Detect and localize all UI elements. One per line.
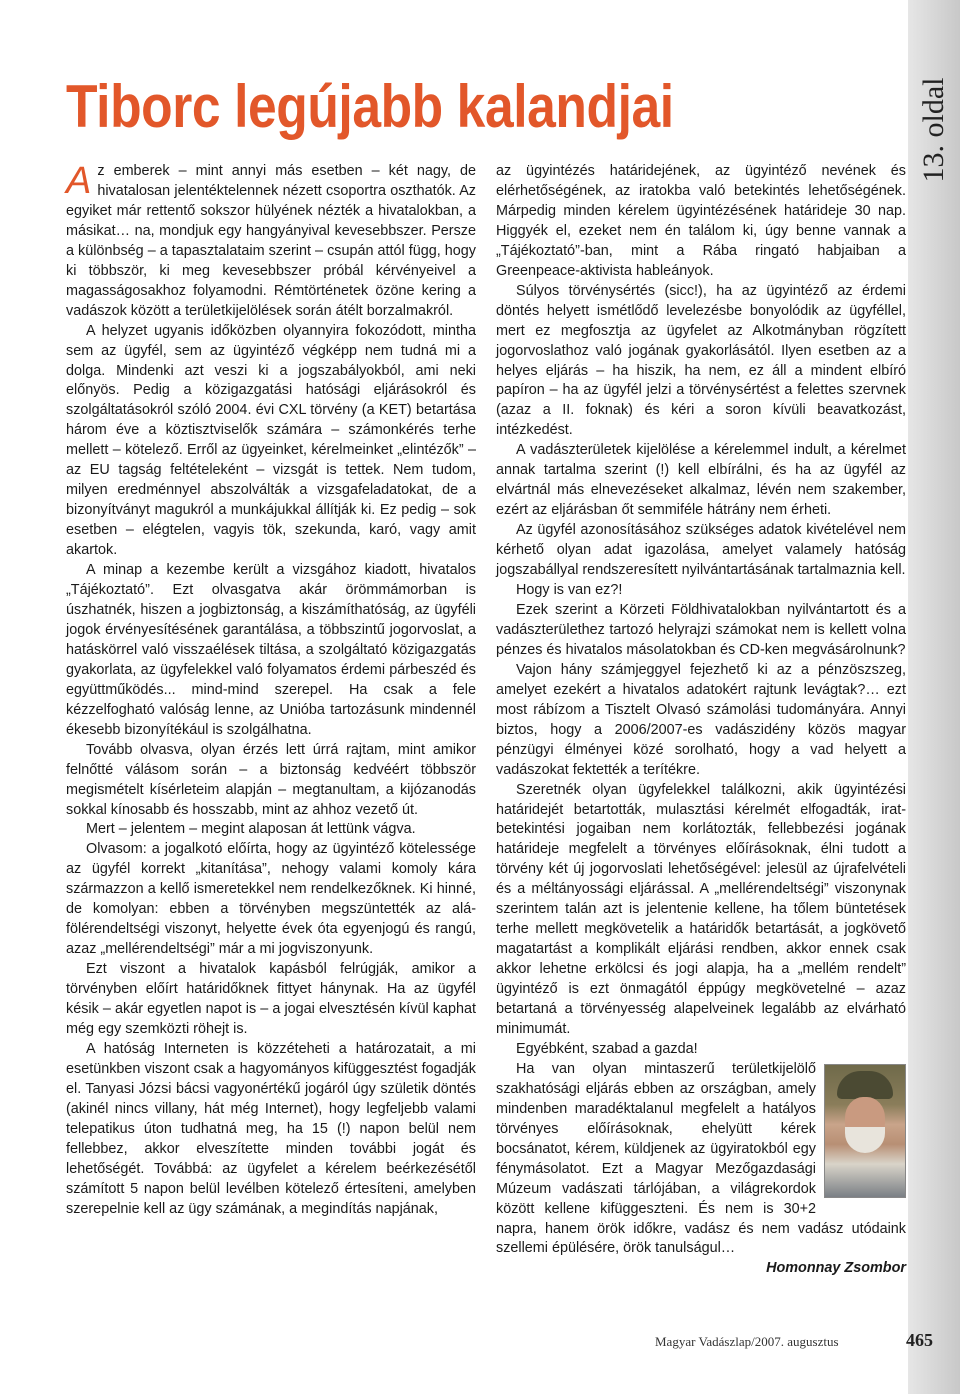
left-column	[66, 162, 476, 1220]
paragraph: Ezt viszont a hivatalok kapásból felrúgják, amikor a törvényben előírt határidőknek fittyet hánynak. Ha az ügyfél késik – akár egyetlen napot is – a jogai elvesztésén kívül kaphat még egy szemközti röhejt is.	[66, 961, 476, 1037]
paragraph: Mert – jelentem – megint alaposan át lettünk vágva.	[86, 821, 416, 838]
page-number: 465	[906, 1330, 933, 1350]
side-strip	[908, 0, 960, 1394]
paragraph: Tovább olvasva, olyan érzés lett úrrá rajtam, mint amikor felnőtté válásom során – a biztonság kedvéért többször megismételt kísérleteim alapján – megtanultam, a kijózanodás sokkal kínosabb és hosszabb, mint az ahhoz vezető út.	[66, 741, 476, 818]
paragraph: Ha van olyan mintaszerű területkijelölő szakhatósági eljárás ebben az országban, amely mindenben maradéktalanul megfelelt a hatályos törvényes előírásoknak, ehelyütt kérek bocsánatot, kérem, küldjenek az ügyiratokból egy fénymásolatot. Ezt a Magyar Mezőgazdasági Múzeum vadászati tárlójában, a világrekordok között kellene kifüggeszteni. És nem is 30+2 napra, hanem örök időkre, vadász és nem vadász utódaink szellemi épülésére, örök tanulságul…	[496, 1060, 906, 1257]
paragraph: Az emberek – mint annyi más esetben – két nagy, de hivatalosan jelentéktelennek nézett csoportra oszthatók. Az egyiket már rettentő sokszor hülyének nézték a hivatalokban, a másikat… na, mondjuk egy hangyányival kevesebbszer. Persze a különbség – a tapasztalataim szerint – csupán attól függ, hogy ki többször, ki meg kevesebbszer próbál kérvényeivel a magasságosakhoz folyamodni. Rémtörténetek özöne kering a vadászok között a területkijelölések során átélt borzalmakról.	[66, 160, 476, 319]
paragraph: Egyébként, szabad a gazda!	[516, 1040, 698, 1057]
paragraph: Ezek szerint a Körzeti Földhivatalokban nyilvántartott és a vadászterülethez tartozó helyrajzi számokat nem is kellett volna pénzes és hivatalos másolatokban és CD-ken megvásárolnunk?	[496, 601, 906, 658]
footer-magazine: Magyar Vadászlap/2007. augusztus	[655, 1334, 839, 1349]
paragraph: Szeretnék olyan ügyfelekkel találkozni, akik ügyintézési határidejét betartották, mulasztási kérelmét elfogadták, irat-betekintési jogaiban nem korlátozták, fellebbezési jogának határideje megfelelt a törvényes előírásoknak, élni tudott a törvény két új jogorvoslati lehetőségével: jelesül az újrafelvételi és a méltányossági eljárással. A „mellérendeltségi” viszonynak szerintem talán azt is jelentenie kellene, ha tőlem büntetések terhe mellett megkövetelik a határidők betartását, a jogkövető magatartást a komplikált eljárási rendben, akkor ennek csak akkor lehetne erkölcsi és jogi alapja, ha a „mellém rendelt” ügyintéző is ezt önmagától éppúgy megkövetelné – azaz betartaná a törvényesség alapelveinek legalább az elvárható minimumát.	[496, 781, 906, 1037]
paragraph: Olvasom: a jogalkotó előírta, hogy az ügyintéző kötelessége az ügyfél korrekt „kitanítása”, nehogy valami komoly kára származzon a kellő ismeretekkel nem rendelkezőknek. Ki hinné, de komolyan: ebben a törvényben megszüntették az alá- fölérendeltségi viszonyt, helyette évek óta egyenjogú és rangú, azaz „mellérendeltségi” már a mi jogviszonyunk.	[66, 841, 476, 958]
author-photo	[824, 1064, 906, 1198]
right-column	[496, 162, 906, 1279]
paragraph: A hatóság Interneten is közzéteheti a határozatait, a mi esetünkben viszont csak a hagyományos kifüggesztést fogadják el. Tanyasi Józsi bácsi vagyonértékű jogáról úgy születik döntés (akinél nincs villany, hát még Internet), hogy legfeljebb valami telepatikus úton tudhatná meg, ha 15 (!) napon belül nem fellebbez, akkor elveszítette minden további jogát és lehetőségét. Továbbá: az ügyfelet a kérelem beérkezésétől számított 5 napon belül levélben kötelező értesíteni, amelyben szerepelnie kell az ügy számának, a megindítás napjának,	[66, 1040, 476, 1217]
page-label: 13. oldal	[917, 77, 950, 183]
paragraph: Hogy is van ez?!	[516, 582, 623, 599]
dropcap: A	[66, 160, 92, 202]
paragraph: Vajon hány számjeggyel fejezhető ki az a pénzöszszeg, amelyet ezekért a hivatalos adatokért rajtunk levágtak?… ezt most rábízom a Tisztelt Olvasó számolási tudományára. Annyi biztos, hogy a 2006/2007-es vadászidény közös magyar pénzügyi élményei közé sorolható, hogy a vad helyett a vadászokat fektették a terítékre.	[496, 661, 906, 778]
author-signature: Homonnay Zsombor	[766, 1260, 906, 1277]
paragraph: A minap a kezembe került a vizsgához kiadott, hivatalos „Tájékoztató”. Ezt olvasgatva akár örömmámorban is úszhatnék, hiszen a jogbiztonság, a kiszámíthatóság, az ügyféli jogok érvényesítésének garantálása, a többszintű jogorvoslat, a hatáskörrel való visszaélések tiltása, a szolgáltató közigazgatás gyakorlata, az ügyfelekkel való folyamatos érdemi párbeszéd és együttműködés... mind-mind szerepel. Ha csak a fele kézzelfogható valóság lenne, az Unióba tartozásunk mindennél ékesebb bizonyítékául is szolgálhatna.	[66, 562, 476, 738]
paragraph: A vadászterületek kijelölése a kérelemmel indult, a kérelmet annak tartalma szerint (!) kell elbírálni, és ha az ügyfél az elvártnál más elnevezéseket alkalmaz, lévén nem szakember, ezért az eljárásban őt semmiféle hátrány nem érheti.	[496, 442, 906, 519]
paragraph: A helyzet ugyanis időközben olyannyira fokozódott, mintha sem az ügyfél, sem az ügyintéző végképp nem tudná mi a dolga. Mindenki azt veszi ki a jogszabályokból, ami neki előnyös. Pedig a közigazgatási hatósági eljárásokról és szolgáltatásokról szóló 2004. évi CXL törvény (a KET) betartása három éve a köztisztviselők számára – számonkérés terhe mellett – kötelező. Erről az ügyeinket, kérelmeinket „elintézők” – az EU tagság feltételeként – vizsgát is tettek. Nem tudom, milyen eredménnyel abszolválták a vizsgafeladatokat, de a bizonyítványt magukról a munkájukkal állítják ki. Ez pedig – sok esetben – elégtelen, vagyis tök, szekunda, karó, vagy amit akartok.	[66, 322, 476, 559]
paragraph: Az ügyfél azonosításához szükséges adatok kivételével nem kérhető olyan adat igazolása, amelyet valamely hatóság jogszabállyal rendszeresített nyilvántartásának tartalmaznia kell.	[496, 522, 906, 579]
paragraph: Súlyos törvénysértés (sicc!), ha az ügyintéző az érdemi döntés helyett ismétlődő levelezésbe bonyolódik az ügyféllel, mert ez megfosztja az ügyfelet az Alkotmányban rögzített jogorvoslathoz való jogának gyakorlásától. Ilyen esetben az a helyes eljárás – ha hiszik, ha nem, ez áll a mindent elbíró papíron – ha az ügyfél jelzi a törvénysértést a felettes szervnek (azaz a II. foknak) és kéri a soron kívüli beavatkozást, intézkedést.	[496, 282, 906, 439]
article-title: Tiborc legújabb kalandjai	[66, 73, 674, 140]
paragraph: az ügyintézés határidejének, az ügyintéző nevének és elérhetőségének, az iratokba való betekintés lehetőségének. Márpedig minden kérelem ügyintézésének határideje 30 nap. Higgyék el, ezeket nem én találom ki, úgy benne vannak a „Tájékoztató”-ban, mint a Rába ringató habjaiban a Greenpeace-aktivista hableányok.	[496, 163, 906, 279]
